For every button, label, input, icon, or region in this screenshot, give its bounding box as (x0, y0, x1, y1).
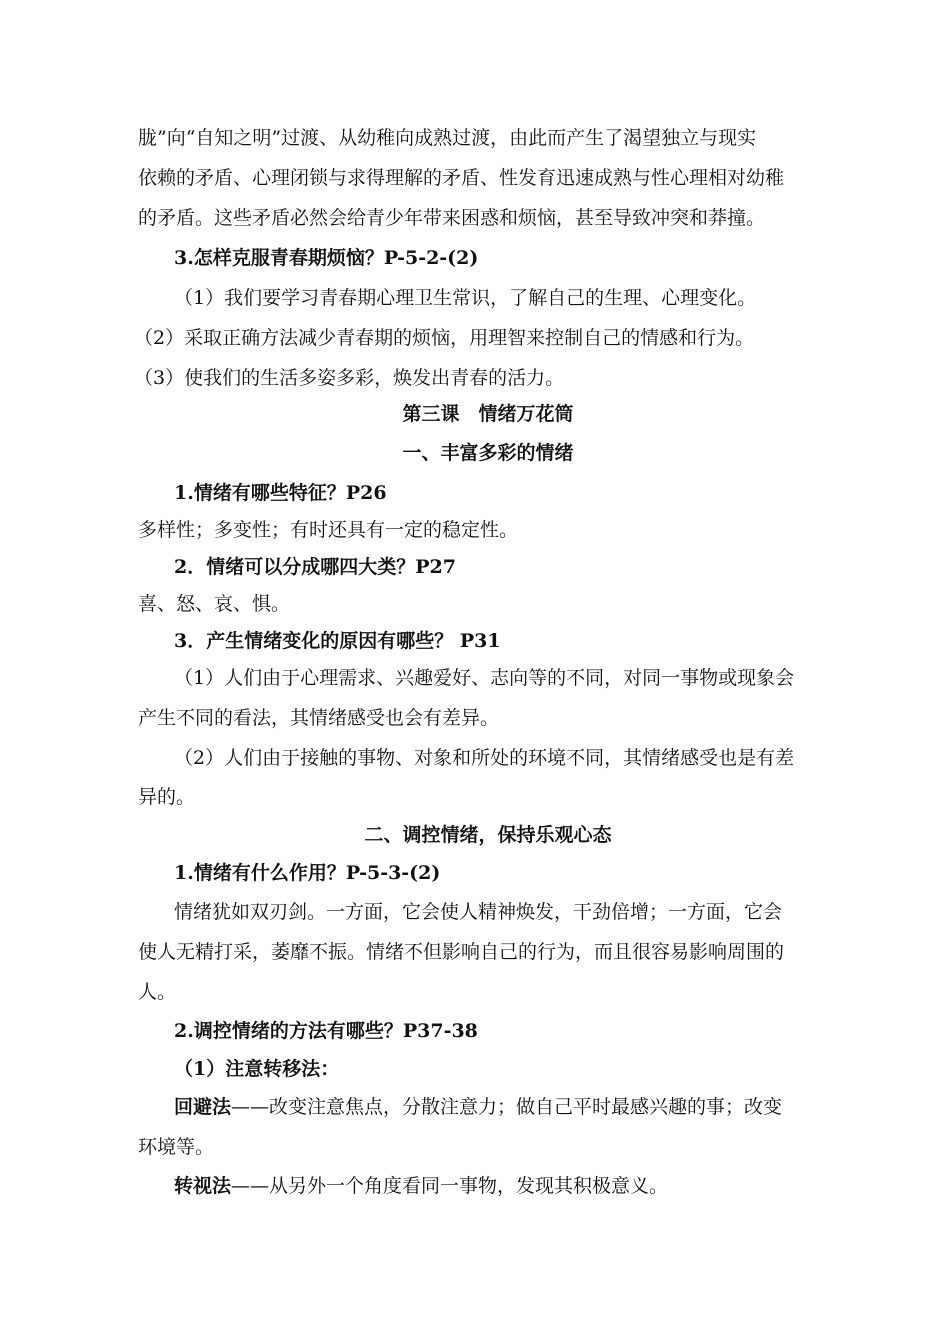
question-heading: 1.情绪有哪些特征？P26 (174, 482, 387, 504)
method-term: 转视法 (174, 1175, 232, 1197)
question-heading: 3.怎样克服青春期烦恼？P-5-2-(2) (174, 247, 479, 269)
answer-item-continuation: 异的。 (138, 786, 196, 808)
answer-item: （3）使我们的生活多姿多彩，焕发出青春的活力。 (134, 367, 565, 389)
method-description-continuation: 环境等。 (138, 1136, 215, 1158)
intro-line-3: 的矛盾。这些矛盾必然会给青少年带来困惑和烦恼，甚至导致冲突和莽撞。 (138, 207, 766, 229)
answer-item: （1）人们由于心理需求、兴趣爱好、志向等的不同，对同一事物或现象会 (174, 667, 795, 689)
intro-line-2: 依赖的矛盾、心理闭锁与求得理解的矛盾、性发育迅速成熟与性心理相对幼稚 (138, 167, 785, 189)
section-title: 二、调控情绪，保持乐观心态 (364, 824, 612, 846)
answer-item: （2）人们由于接触的事物、对象和所处的环境不同，其情绪感受也是有差 (174, 747, 795, 769)
method-term: 回避法 (174, 1096, 232, 1118)
question-heading: 2．情绪可以分成哪四大类？P27 (174, 556, 456, 578)
intro-line-1: 胧”向“自知之明”过渡、从幼稚向成熟过渡，由此而产生了渴望独立与现实 (138, 127, 757, 149)
question-heading: 1.情绪有什么作用？P-5-3-(2) (174, 862, 441, 884)
method-huibi (174, 1093, 854, 1121)
section-title: 一、丰富多彩的情绪 (402, 442, 574, 464)
answer-item: （1）我们要学习青春期心理卫生常识，了解自己的生理、心理变化。 (174, 287, 757, 309)
answer-text: 情绪犹如双刃剑。一方面，它会使人精神焕发，干劲倍增；一方面，它会 (174, 901, 783, 923)
question-heading: 2.调控情绪的方法有哪些？P37-38 (174, 1020, 478, 1042)
method-description: ——改变注意焦点，分散注意力；做自己平时最感兴趣的事；改变 (231, 1096, 783, 1118)
method-zhuanshi (174, 1172, 854, 1200)
answer-item-continuation: 产生不同的看法，其情绪感受也会有差异。 (138, 707, 500, 729)
answer-text-continuation: 使人无精打采，萎靡不振。情绪不但影响自己的行为，而且很容易影响周围的 (138, 941, 785, 963)
answer-text-continuation: 人。 (138, 981, 177, 1003)
answer-text: 多样性；多变性；有时还具有一定的稳定性。 (138, 519, 519, 541)
question-heading: 3．产生情绪变化的原因有哪些？ P31 (174, 630, 501, 652)
lesson-title: 第三课 情绪万花筒 (402, 403, 574, 425)
answer-text: 喜、怒、哀、惧。 (138, 593, 291, 615)
method-title: （1）注意转移法： (174, 1058, 340, 1080)
answer-item: （2）采取正确方法减少青春期的烦恼，用理智来控制自己的情感和行为。 (134, 327, 755, 349)
method-description: ——从另外一个角度看同一事物，发现其积极意义。 (231, 1175, 669, 1197)
